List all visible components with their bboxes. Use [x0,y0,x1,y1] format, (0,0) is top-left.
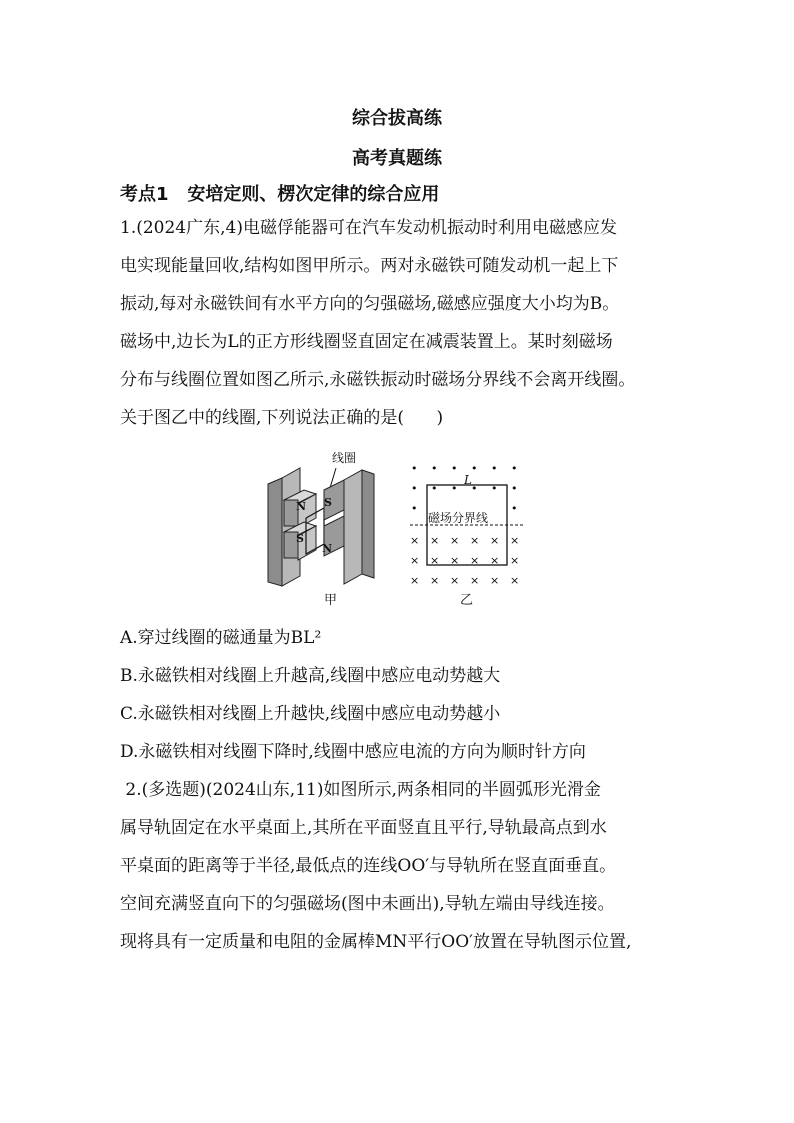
field-cross: × [510,534,520,547]
field-cross: × [410,534,420,547]
field-dot: • [431,462,438,475]
pole-s-left: S [296,532,304,545]
field-dot: • [511,462,518,475]
question1-line: 1.(2024广东,4)电磁俘能器可在汽车发动机振动时利用电磁感应发 [120,218,617,238]
figure-right-caption: 乙 [460,593,474,608]
option-a: A.穿过线圈的磁通量为BL² [120,628,322,648]
right-magnet-plate [344,470,374,584]
field-dot: • [431,482,438,495]
pole-n-right: N [322,542,333,555]
question1-line: 磁场中,边长为L的正方形线圈竖直固定在减震装置上。某时刻磁场 [120,332,613,352]
figure-left-caption: 甲 [324,593,338,608]
option-b: B.永磁铁相对线圈上升越高,线圈中感应电动势越大 [120,666,501,686]
question2-line: 现将具有一定质量和电阻的金属棒MN平行OO′放置在导轨图示位置, [120,932,632,952]
field-dot: • [451,482,458,495]
field-cross: × [470,534,480,547]
pole-s-right: S [324,496,332,509]
field-dot: • [451,462,458,475]
field-cross: × [510,574,520,587]
field-cross: × [450,554,460,567]
page-title: 综合拔高练 [352,108,442,129]
field-dot: • [411,482,418,495]
field-dot: • [491,482,498,495]
coil-label: 线圈 [332,451,357,465]
page-subtitle: 高考真题练 [352,148,442,169]
field-cross: × [430,554,440,567]
question2-line: 空间充满竖直向下的匀强磁场(图中未画出),导轨左端由导线连接。 [120,894,615,914]
field-cross: × [510,554,520,567]
figure-svg [262,448,542,610]
field-dot: • [511,482,518,495]
section-heading: 考点1 安培定则、楞次定律的综合应用 [120,184,440,205]
question1-figure [262,448,542,610]
field-cross: × [430,574,440,587]
field-cross: × [490,574,500,587]
field-dot: • [411,462,418,475]
option-d: D.永磁铁相对线圈下降时,线圈中感应电流的方向为顺时针方向 [120,742,586,762]
option-c: C.永磁铁相对线圈上升越快,线圈中感应电动势越小 [120,704,501,724]
pole-n-left: N [296,500,307,513]
question2-line: 2.(多选题)(2024山东,11)如图所示,两条相同的半圆弧形光滑金 [120,780,601,800]
field-cross: × [410,554,420,567]
question1-line: 分布与线圈位置如图乙所示,永磁铁振动时磁场分界线不会离开线圈。 [120,370,636,390]
field-dot: • [471,462,478,475]
field-cross: × [450,534,460,547]
field-dot: • [411,502,418,515]
field-dot: • [511,502,518,515]
question2-line: 属导轨固定在水平桌面上,其所在平面竖直且平行,导轨最高点到水 [120,818,607,838]
side-length-label: L [464,473,472,487]
field-cross: × [490,554,500,567]
field-cross: × [470,554,480,567]
field-dot: • [491,462,498,475]
question1-line: 关于图乙中的线圈,下列说法正确的是( ) [120,408,444,428]
boundary-label: 磁场分界线 [428,511,489,525]
question2-line: 平桌面的距离等于半径,最低点的连线OO′与导轨所在竖直面垂直。 [120,856,617,876]
question1-line: 振动,每对永磁铁间有水平方向的匀强磁场,磁感应强度大小均为B。 [120,294,620,314]
field-cross: × [450,574,460,587]
field-cross: × [470,574,480,587]
field-dot: • [471,482,478,495]
question1-line: 电实现能量回收,结构如图甲所示。两对永磁铁可随发动机一起上下 [120,256,619,276]
field-cross: × [430,534,440,547]
field-cross: × [410,574,420,587]
field-cross: × [490,534,500,547]
